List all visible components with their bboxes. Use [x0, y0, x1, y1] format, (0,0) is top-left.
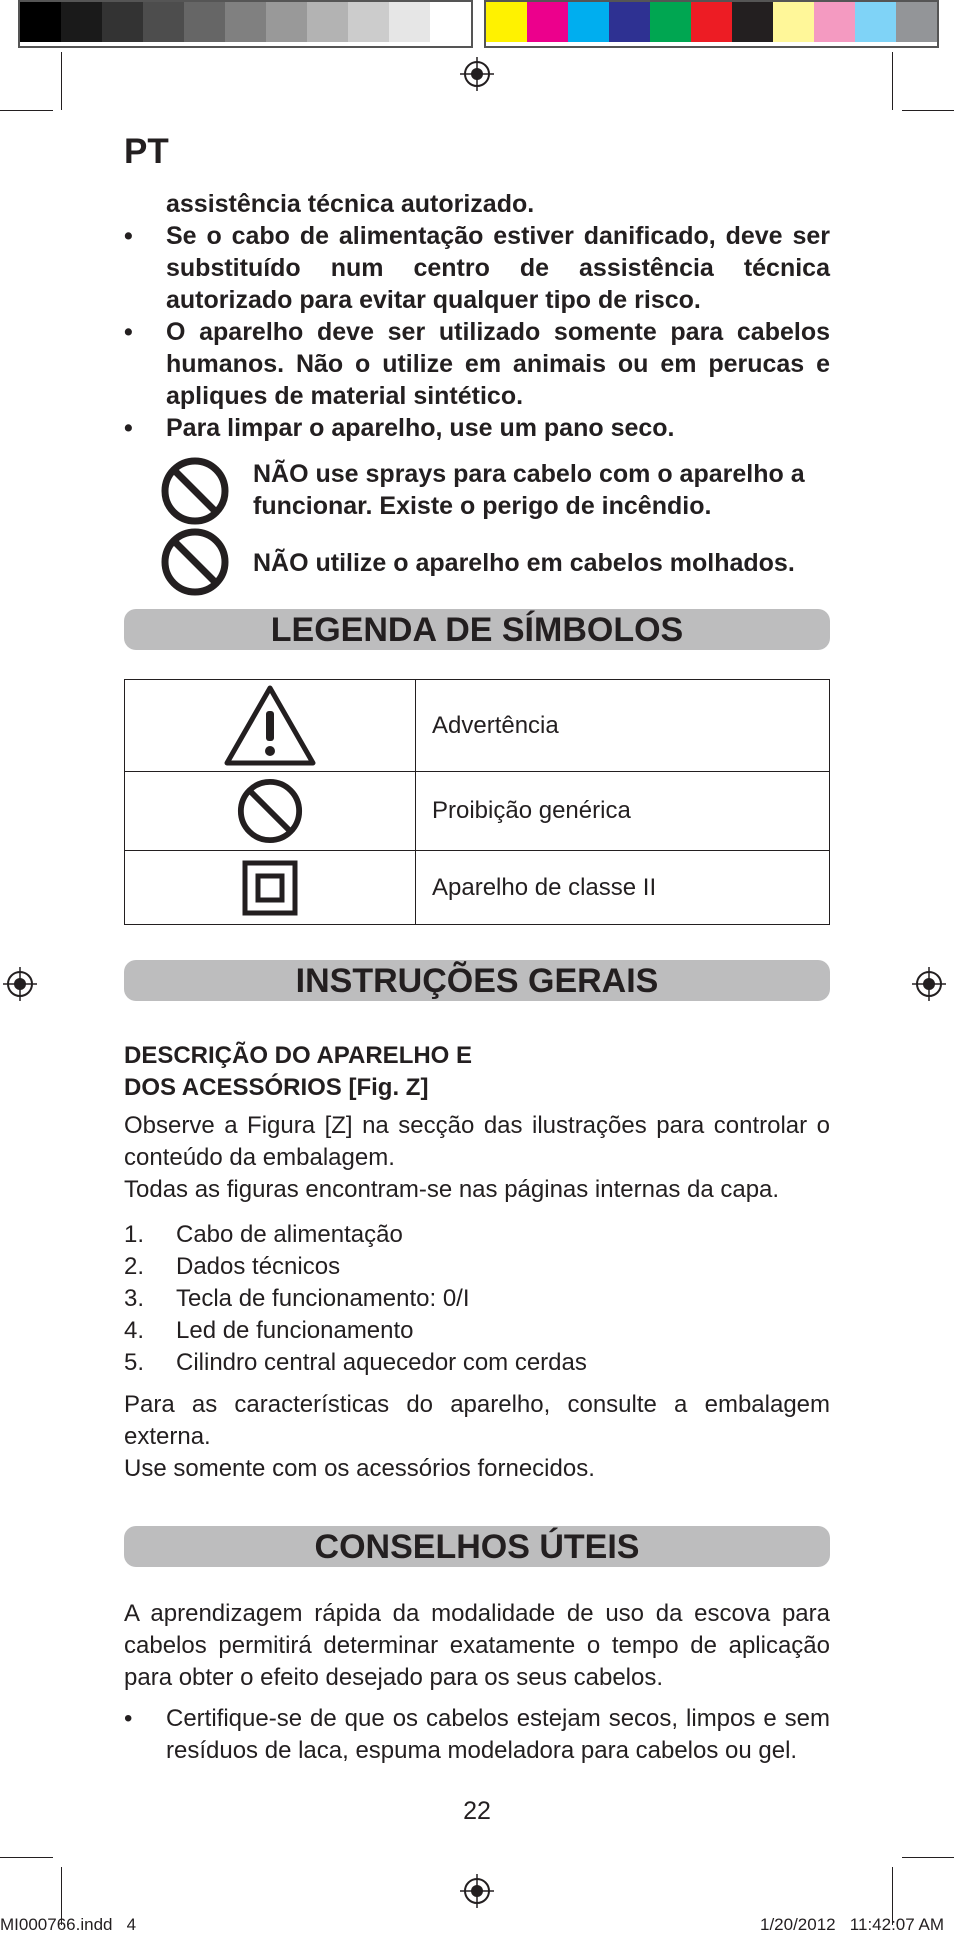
class-ii-double-square-icon — [242, 860, 298, 916]
table-cell-label: Advertência — [416, 680, 830, 772]
list-number: 3. — [124, 1285, 145, 1312]
section-heading-symbols: LEGENDA DE SÍMBOLOS — [124, 609, 830, 650]
section-heading-general-instructions: INSTRUÇÕES GERAIS — [124, 960, 830, 1001]
general-instructions-body — [124, 1040, 830, 1485]
prohibition-icon — [160, 456, 230, 526]
bullet-text: O aparelho deve ser utilizado somente para cabelos humanos. Não o utilize em animais ou em perucas e apliques de material sintético. — [166, 318, 830, 410]
bullet-continuation-text: assistência técnica autorizado. — [166, 190, 535, 218]
registration-mark-icon — [460, 57, 494, 91]
bullet-glyph: • — [124, 222, 133, 250]
list-item — [124, 220, 830, 316]
list-item — [124, 1315, 830, 1347]
page-number: 22 — [463, 1797, 491, 1825]
prohibition-icon — [160, 527, 230, 597]
crop-mark-top-right-h — [902, 110, 954, 111]
table-row — [125, 772, 830, 851]
color-swatch — [20, 2, 61, 42]
prohibition-icon — [236, 777, 304, 845]
process-color-bar — [484, 0, 939, 48]
bullet-glyph: • — [124, 318, 133, 346]
warning-spray — [160, 454, 830, 526]
color-swatch — [348, 2, 389, 42]
list-label: Led de funcionamento — [176, 1317, 414, 1344]
warning-text: NÃO utilize o aparelho em cabelos molhados. — [253, 549, 795, 577]
useful-tips-body — [124, 1598, 830, 1767]
footer-timestamp: 1/20/2012 11:42:07 AM — [760, 1915, 944, 1934]
warning-triangle-icon — [222, 683, 318, 769]
list-label: Dados técnicos — [176, 1253, 341, 1280]
subheading — [124, 1040, 830, 1104]
list-item — [124, 316, 830, 412]
registration-mark-icon — [912, 967, 946, 1001]
grayscale-color-bar — [18, 0, 473, 48]
crop-mark-top-right — [892, 52, 893, 110]
list-label: Cabo de alimentação — [176, 1221, 403, 1248]
paragraph: Todas as figuras encontram-se nas páginas internas da capa. — [124, 1176, 780, 1203]
list-label: Cilindro central aquecedor com cerdas — [176, 1349, 587, 1376]
color-swatch — [609, 2, 650, 42]
table-cell-icon — [125, 851, 416, 925]
color-swatch — [691, 2, 732, 42]
bullet-text: Para limpar o aparelho, use um pano seco. — [166, 414, 675, 442]
list-item — [124, 1251, 830, 1283]
color-swatch — [527, 2, 568, 42]
table-cell-label: Proibição genérica — [416, 772, 830, 851]
registration-mark-icon — [460, 1874, 494, 1908]
color-swatch — [143, 2, 184, 42]
bullet-text: Certifique-se de que os cabelos estejam secos, limpos e sem resíduos de laca, espuma modeladora para cabelos ou gel. — [166, 1705, 830, 1764]
color-swatch — [184, 2, 225, 42]
list-item — [124, 188, 830, 220]
color-swatch — [814, 2, 855, 42]
list-number: 2. — [124, 1253, 145, 1280]
bullet-text: Se o cabo de alimentação estiver danificado, deve ser substituído num centro de assistência técnica autorizado para evitar qualquer tipo de risco. — [166, 222, 830, 314]
list-number: 1. — [124, 1221, 145, 1248]
list-item — [124, 1347, 830, 1379]
list-label: Tecla de funcionamento: 0/I — [176, 1285, 470, 1312]
color-swatch — [732, 2, 773, 42]
list-number: 5. — [124, 1349, 145, 1376]
color-swatch — [430, 2, 471, 42]
paragraph: A aprendizagem rápida da modalidade de uso da escova para cabelos permitirá determinar exatamente o tempo de aplicação para obter o efeito desejado para os seus cabelos. — [124, 1600, 830, 1691]
section-heading-useful-tips: CONSELHOS ÚTEIS — [124, 1526, 830, 1567]
paragraph: Para as características do aparelho, consulte a embalagem externa. — [124, 1391, 830, 1450]
color-swatch — [773, 2, 814, 42]
list-item — [124, 1283, 830, 1315]
color-swatch — [896, 2, 937, 42]
crop-mark-top-left — [61, 52, 62, 110]
parts-list — [124, 1219, 830, 1379]
color-swatch — [225, 2, 266, 42]
paragraph: Use somente com os acessórios fornecidos. — [124, 1455, 595, 1482]
table-row — [125, 680, 830, 772]
color-swatch — [307, 2, 348, 42]
table-row — [125, 851, 830, 925]
color-swatch — [266, 2, 307, 42]
color-swatch — [61, 2, 102, 42]
symbols-table — [124, 679, 830, 925]
table-cell-label: Aparelho de classe II — [416, 851, 830, 925]
registration-mark-icon — [3, 967, 37, 1001]
color-swatch — [568, 2, 609, 42]
language-code: PT — [124, 132, 169, 171]
list-item — [124, 412, 830, 444]
warning-wet-hair — [160, 527, 830, 599]
crop-mark-bottom-left-h — [0, 1857, 53, 1858]
crop-mark-bottom-right-h — [902, 1857, 954, 1858]
color-swatch — [855, 2, 896, 42]
color-swatch — [102, 2, 143, 42]
color-swatch — [650, 2, 691, 42]
list-number: 4. — [124, 1317, 145, 1344]
safety-bullet-list — [124, 188, 830, 444]
crop-mark-top-left-h — [0, 110, 53, 111]
subheading-line: DESCRIÇÃO DO APARELHO E — [124, 1042, 473, 1069]
bullet-glyph: • — [124, 414, 133, 442]
list-item — [124, 1703, 830, 1767]
footer-file-name: MI000766.indd 4 — [0, 1915, 137, 1934]
color-swatch — [389, 2, 430, 42]
color-swatch — [486, 2, 527, 42]
paragraph: Observe a Figura [Z] na secção das ilustrações para controlar o conteúdo da embalagem. — [124, 1112, 830, 1171]
bullet-glyph: • — [124, 1705, 133, 1732]
warning-text: NÃO use sprays para cabelo com o aparelho a funcionar. Existe o perigo de incêndio. — [253, 460, 805, 520]
list-item — [124, 1219, 830, 1251]
subheading-line: DOS ACESSÓRIOS [Fig. Z] — [124, 1074, 429, 1101]
table-cell-icon — [125, 680, 416, 772]
table-cell-icon — [125, 772, 416, 851]
